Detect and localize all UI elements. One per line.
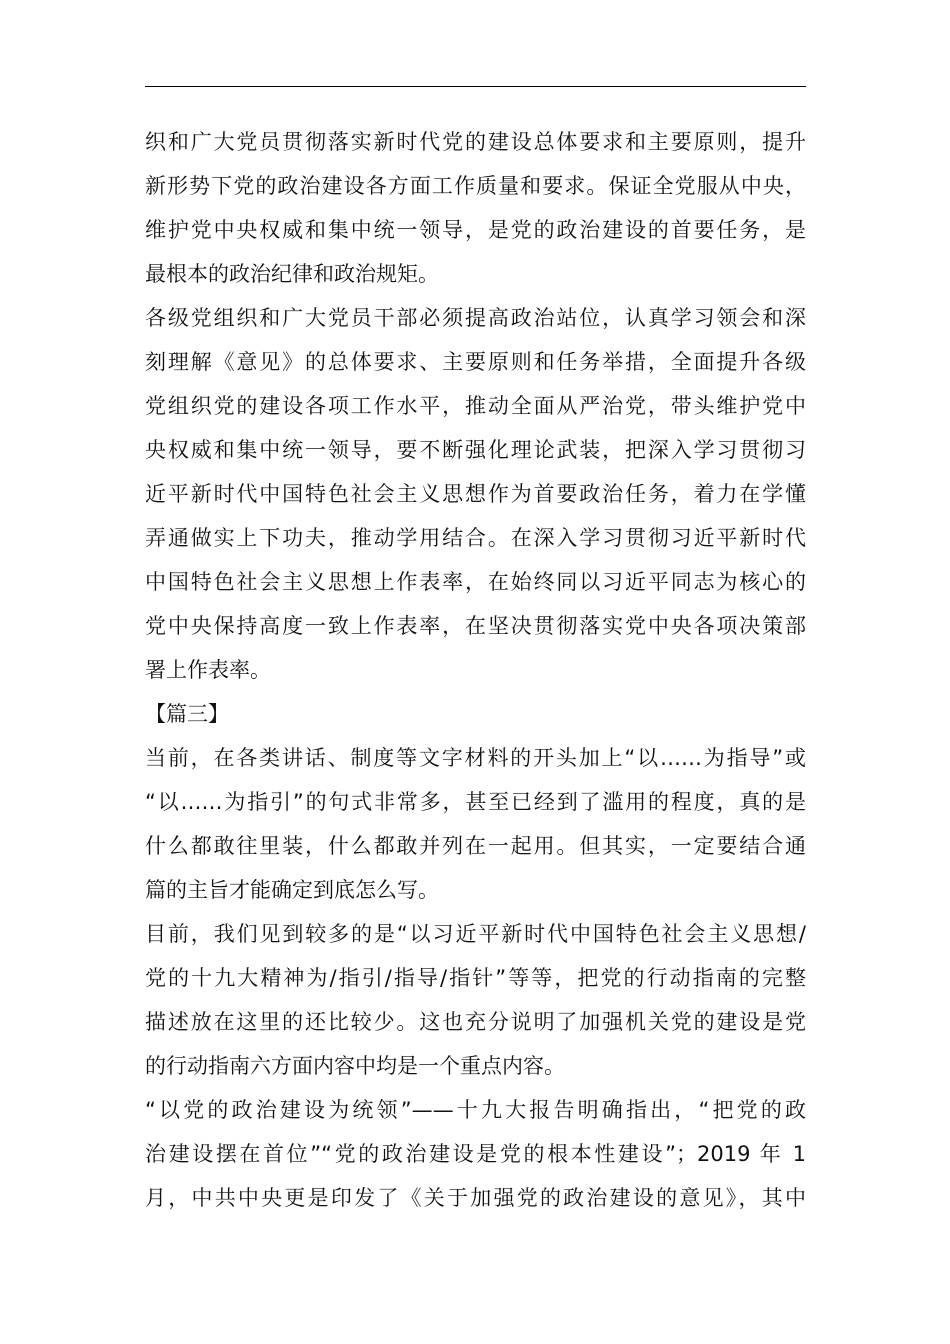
- text-line: 治建设摆在首位”“党的政治建设是党的根本性建设”；2019 年 1: [145, 1142, 806, 1166]
- text-line: 党的十九大精神为/指引/指导/指针”等等，把党的行动指南的完整: [145, 966, 806, 990]
- text-line: 的行动指南六方面内容中均是一个重点内容。: [145, 1054, 565, 1078]
- text-line: 近平新时代中国特色社会主义思想作为首要政治任务，着力在学懂: [145, 482, 806, 506]
- text-line: 央权威和集中统一领导，要不断强化理论武装，把深入学习贯彻习: [145, 438, 806, 462]
- text-line: 署上作表率。: [145, 658, 271, 682]
- text-line: 目前，我们见到较多的是“以习近平新时代中国特色社会主义思想/: [145, 922, 806, 946]
- text-line: 描述放在这里的还比较少。这也充分说明了加强机关党的建设是党: [145, 1010, 806, 1034]
- text-line: 各级党组织和广大党员干部必须提高政治站位，认真学习领会和深: [145, 306, 806, 330]
- text-line: 月，中共中央更是印发了《关于加强党的政治建设的意见》，其中: [145, 1186, 806, 1210]
- text-line: “以党的政治建设为统领”——十九大报告明确指出，“把党的政: [145, 1098, 806, 1122]
- text-line: 党中央保持高度一致上作表率，在坚决贯彻落实党中央各项决策部: [145, 614, 806, 638]
- text-line: “以……为指引”的句式非常多，甚至已经到了滥用的程度，真的是: [145, 790, 806, 814]
- text-line: 织和广大党员贯彻落实新时代党的建设总体要求和主要原则，提升: [145, 130, 806, 154]
- section-heading: 【篇三】: [145, 702, 229, 726]
- header-rule: [145, 86, 806, 87]
- text-line: 党组织党的建设各项工作水平，推动全面从严治党，带头维护党中: [145, 394, 806, 418]
- text-line: 刻理解《意见》的总体要求、主要原则和任务举措，全面提升各级: [145, 350, 806, 374]
- text-line: 中国特色社会主义思想上作表率，在始终同以习近平同志为核心的: [145, 570, 806, 594]
- text-line: 弄通做实上下功夫，推动学用结合。在深入学习贯彻习近平新时代: [145, 526, 806, 550]
- text-line: 新形势下党的政治建设各方面工作质量和要求。保证全党服从中央，: [145, 174, 806, 198]
- text-line: 什么都敢往里装，什么都敢并列在一起用。但其实，一定要结合通: [145, 834, 806, 858]
- text-line: 维护党中央权威和集中统一领导，是党的政治建设的首要任务，是: [145, 218, 806, 242]
- document-body: [145, 120, 806, 1220]
- text-line: 当前，在各类讲话、制度等文字材料的开头加上“以……为指导”或: [145, 746, 806, 770]
- text-line: 篇的主旨才能确定到底怎么写。: [145, 878, 439, 902]
- text-line: 最根本的政治纪律和政治规矩。: [145, 262, 439, 286]
